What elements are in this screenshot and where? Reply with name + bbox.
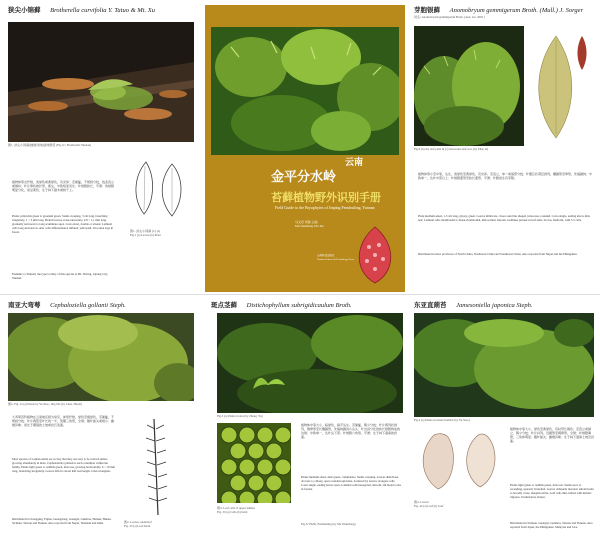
cover-authors: 马文章 刘俊 主编 MA Wenzhang LIU Jun bbox=[295, 220, 324, 229]
body-text-en: Plant medium-sized, 1-3 cm long, glossy, green. Leaves imbricate, close round the shaped, julaceous, rounded. Costa single, ending above mid-leaf. Laminal cells rhomboidal to linear-rhomboidal, thin-walled, smooth. Gemmae present in leaf axils, brown, fusiform, with 3-5 cells. bbox=[418, 214, 591, 223]
specimen-drawing bbox=[124, 415, 194, 519]
page-brotherella bbox=[2, 2, 198, 292]
leaf-cells-micrograph bbox=[217, 423, 291, 503]
photo-caption: Fig.6 (b) dry leaf plant & (c) lanceolate leaf wet. (by Zhao in) bbox=[414, 147, 489, 151]
moss-on-log-photo bbox=[8, 22, 194, 142]
leaf-specimen-drawing bbox=[526, 26, 594, 146]
specimen-leaf-photo bbox=[526, 26, 594, 146]
page-header bbox=[8, 5, 155, 14]
species-title-lat: Brotherella curvifolia Y. Tatuo & Mt. Xu bbox=[50, 7, 155, 14]
body-text-en: Plants light green to reddish green, dioicous. Stems erect to ascending, sparsely branched. Leaves obliquely inserted, suborbicular to broadly ovate, margins entire. Leaf cells thin-walled with distinct trigones. Underleaves absent. bbox=[510, 483, 594, 500]
cover-title-sub: 苔藓植物野外识别手册 bbox=[271, 191, 381, 204]
photo-caption: 图2- Fig. 2a (a) Plants by Yu Xiao, Jing Ma (by Chen, Hanxi) bbox=[8, 402, 82, 406]
species-photo bbox=[414, 313, 594, 417]
distribution-text: Distributed in Chongqing, Fujian, Guangdong, Guangxi, Guizhou, Hainan, Hunan, Sichuan, Taiwan and Yunnan. Also reported from Nepal, Thailand and India. bbox=[12, 517, 112, 526]
specimen-drawing bbox=[126, 154, 194, 224]
synonym-line: 同名: Anomobryum gemmigerum Broth. (Ann. nat. 2005 ) bbox=[414, 15, 485, 19]
branch-drawing bbox=[124, 415, 194, 519]
body-text-en: Plants medium sized, dark green, complanate. Stems creeping. Leaves distichous, obovate to oblong, apex rounded-apiculate, bordered by narrow elongate cells. Costa single, ending below apex. Laminal cells hexagonal, smooth. On moist rocks in forests. bbox=[301, 475, 401, 492]
distribution-text: Distributed in Sichuan, Guangxi, Guizhou, Taiwan and Yunnan. Also reported from Japan, the Philippines, Malaysia and Java. bbox=[510, 521, 593, 530]
moss-closeup-photo bbox=[211, 27, 399, 155]
species-photo bbox=[414, 26, 524, 146]
drawing-caption: 图3- Leaf cells of upper lamina Fig. 3b (a) Cells (b) habit bbox=[217, 506, 255, 514]
cover-leaf-illustration bbox=[349, 223, 401, 287]
specimen-leaf-photo bbox=[414, 427, 506, 497]
drawing-caption: 图4- Leaves Fig. 4b (a) Leaf (b) Leaf bbox=[414, 500, 444, 508]
species-title-lat: Distichophyllum subrigidicaulum Broth. bbox=[246, 302, 352, 309]
species-title-cn: 芽胞银藓 bbox=[414, 7, 440, 14]
photo-caption: Fig.3 (a) Plants in situ (by Zhang, Yu) bbox=[217, 414, 263, 418]
body-text-cn: 大弯萼苔科植物在云南地区极为常见，体形纤细，绿色至褐绿色，茎匍匐，不规则分枝；叶片两裂至叶长的一半，裂瓣三角形，全缘；腹叶缺失或极小；雌雄异株；常生于潮湿的土坡或岩石表面。 bbox=[12, 415, 115, 428]
specimen-cell-photo bbox=[217, 423, 291, 503]
species-title-cn: 东亚直蒴苔 bbox=[414, 302, 447, 309]
page-anomobryum bbox=[408, 2, 598, 292]
species-title-lat: Jamesoniella japonica Steph. bbox=[456, 302, 533, 309]
page-header bbox=[414, 300, 532, 309]
body-text-cn: 植物体形态纤细，淡绿色或黄绿色，有光泽；茎匍匐，不规则分枝，枝条直立或倾斜；叶片卵状披针形，渐尖，中肋短而双生；叶细胞狭长，平滑；角细胞明显分化，常呈黄色；生于林下腐木或树干上。 bbox=[12, 180, 115, 193]
cover-title-en: Field Guide to the Bryophytes of Jinping Fenshuiling, Yunnan bbox=[275, 205, 375, 210]
moss-clump-photo bbox=[414, 26, 524, 146]
species-title-cn: 狭尖小锦藓 bbox=[8, 7, 41, 14]
liverwort-mat-photo bbox=[8, 313, 194, 401]
cover-publisher: 云南科技出版社 Yunnan Science & Technology Press bbox=[317, 254, 354, 261]
species-title-cn: 南亚大弯萼 bbox=[8, 302, 41, 309]
distribution-text: Distributed in most provinces of North China, Northwest China and Southwest China. Also reported from Nepal and the Philippines. bbox=[418, 252, 578, 256]
page-cephaloziella bbox=[2, 297, 198, 544]
page-header bbox=[211, 300, 352, 309]
page-header bbox=[414, 5, 583, 14]
cover-title-main: 金平分水岭 bbox=[271, 170, 337, 185]
page-distichophyllum bbox=[205, 297, 405, 544]
moss-forest-floor-photo bbox=[217, 313, 403, 413]
cover-moss-photo bbox=[211, 27, 399, 155]
species-title-lat: Cephaloziella gollanii Steph. bbox=[50, 302, 126, 309]
species-title-lat: Anomobryum gemmigerum Broth. (Mull.) J. Sorger bbox=[449, 7, 584, 14]
body-text-en: Most species of Cephaloziella are so tiny that they are easy to be noticed unless growing abundantly in mats. Cephaloziella gollanii is such a member within the family. Plants light green to reddish green, dioicous, growing horizontally, 6 ~ 10 mm long, branching irregularly. Leaves bifid to about half leaf length, lobes triangular. bbox=[12, 457, 115, 474]
liverwort-leafy-photo bbox=[414, 313, 594, 417]
book-cover bbox=[205, 5, 405, 292]
photo-caption: Fig.4 (a) Plants in natural habitat (by Yu Xiao) bbox=[414, 418, 470, 422]
species-photo bbox=[8, 22, 194, 142]
row-divider bbox=[0, 294, 600, 295]
species-title-cn: 斑点茎藓 bbox=[211, 302, 237, 309]
body-text-en: Plants yellowish green to greenish green. Stems creeping, 3 cm long, branching irregularly, 1 ~ 3 mm long. Branch leaves ovate-lanceolate, 0.8 ~ 1.1 mm long, gradually narrowed to long acuminate apex. Costa short, double or absent. Laminal cells long and narrow. Alar cells differentiated, inflated, yellowish. On rotten logs in forest. bbox=[12, 214, 114, 235]
species-photo bbox=[8, 313, 194, 401]
photo-caption: 图1- 狭尖小锦藓(雌雄同株)植株群落 (Fig.1C: Brotherella Yunnan) bbox=[8, 143, 92, 147]
leaf-outline-drawing bbox=[414, 427, 506, 497]
drawing-caption: 图2- Leaves, underleaf Fig. 2b (a) Leaf detail bbox=[124, 520, 152, 528]
page-jamesoniella bbox=[408, 297, 598, 544]
drawing-caption: 图1- 狭尖小锦藓 (C) (a) Fig.1 (a) Leaves (b) Plant bbox=[130, 229, 161, 237]
page-header bbox=[8, 300, 126, 309]
body-text-cn: 植物体中等大小，绿色至黄绿色，有时带红褐色；茎直立或倾立，稀少分枝；叶片斜列，近圆形至阔卵形，全缘；叶细胞薄壁，三角体明显；腹叶缺失；雌雄异株；生于林下湿润土坡及岩面。 bbox=[510, 427, 594, 444]
distribution-text: Endemic to Yunnan; the type locality of this species is Mt. Yulong, Lijiang City, Yunnan. bbox=[12, 272, 108, 281]
species-photo bbox=[217, 313, 403, 413]
side-caption: Fig.3c Habit, Fenshuiling (by Ma Wenzhang) bbox=[301, 522, 356, 526]
body-text-cn: 植物体形小至中等，丛生，淡绿色至黄绿色，有光泽。茎直立，单一或基部分枝；叶覆瓦状紧密排列，椭圆形至卵形，先端圆钝；中肋单一，达叶中部以上；叶细胞菱形至狭长菱形，平滑；叶腋常生有芽胞。 bbox=[418, 172, 593, 181]
body-text-cn: 植物体中等大小，暗绿色，扁平丛生。茎匍匐，稀少分枝；叶片两列状排列，倒卵形至长椭圆形，先端钝圆具小尖头；叶边具分化的狭长细胞构成的边缘；中肋单一，达叶尖下部；叶细胞六角形，平滑；生于林下湿润的岩面。 bbox=[301, 423, 401, 440]
cover-title-yunnan: 云南 bbox=[344, 158, 363, 168]
leaf-drawing bbox=[126, 154, 194, 224]
